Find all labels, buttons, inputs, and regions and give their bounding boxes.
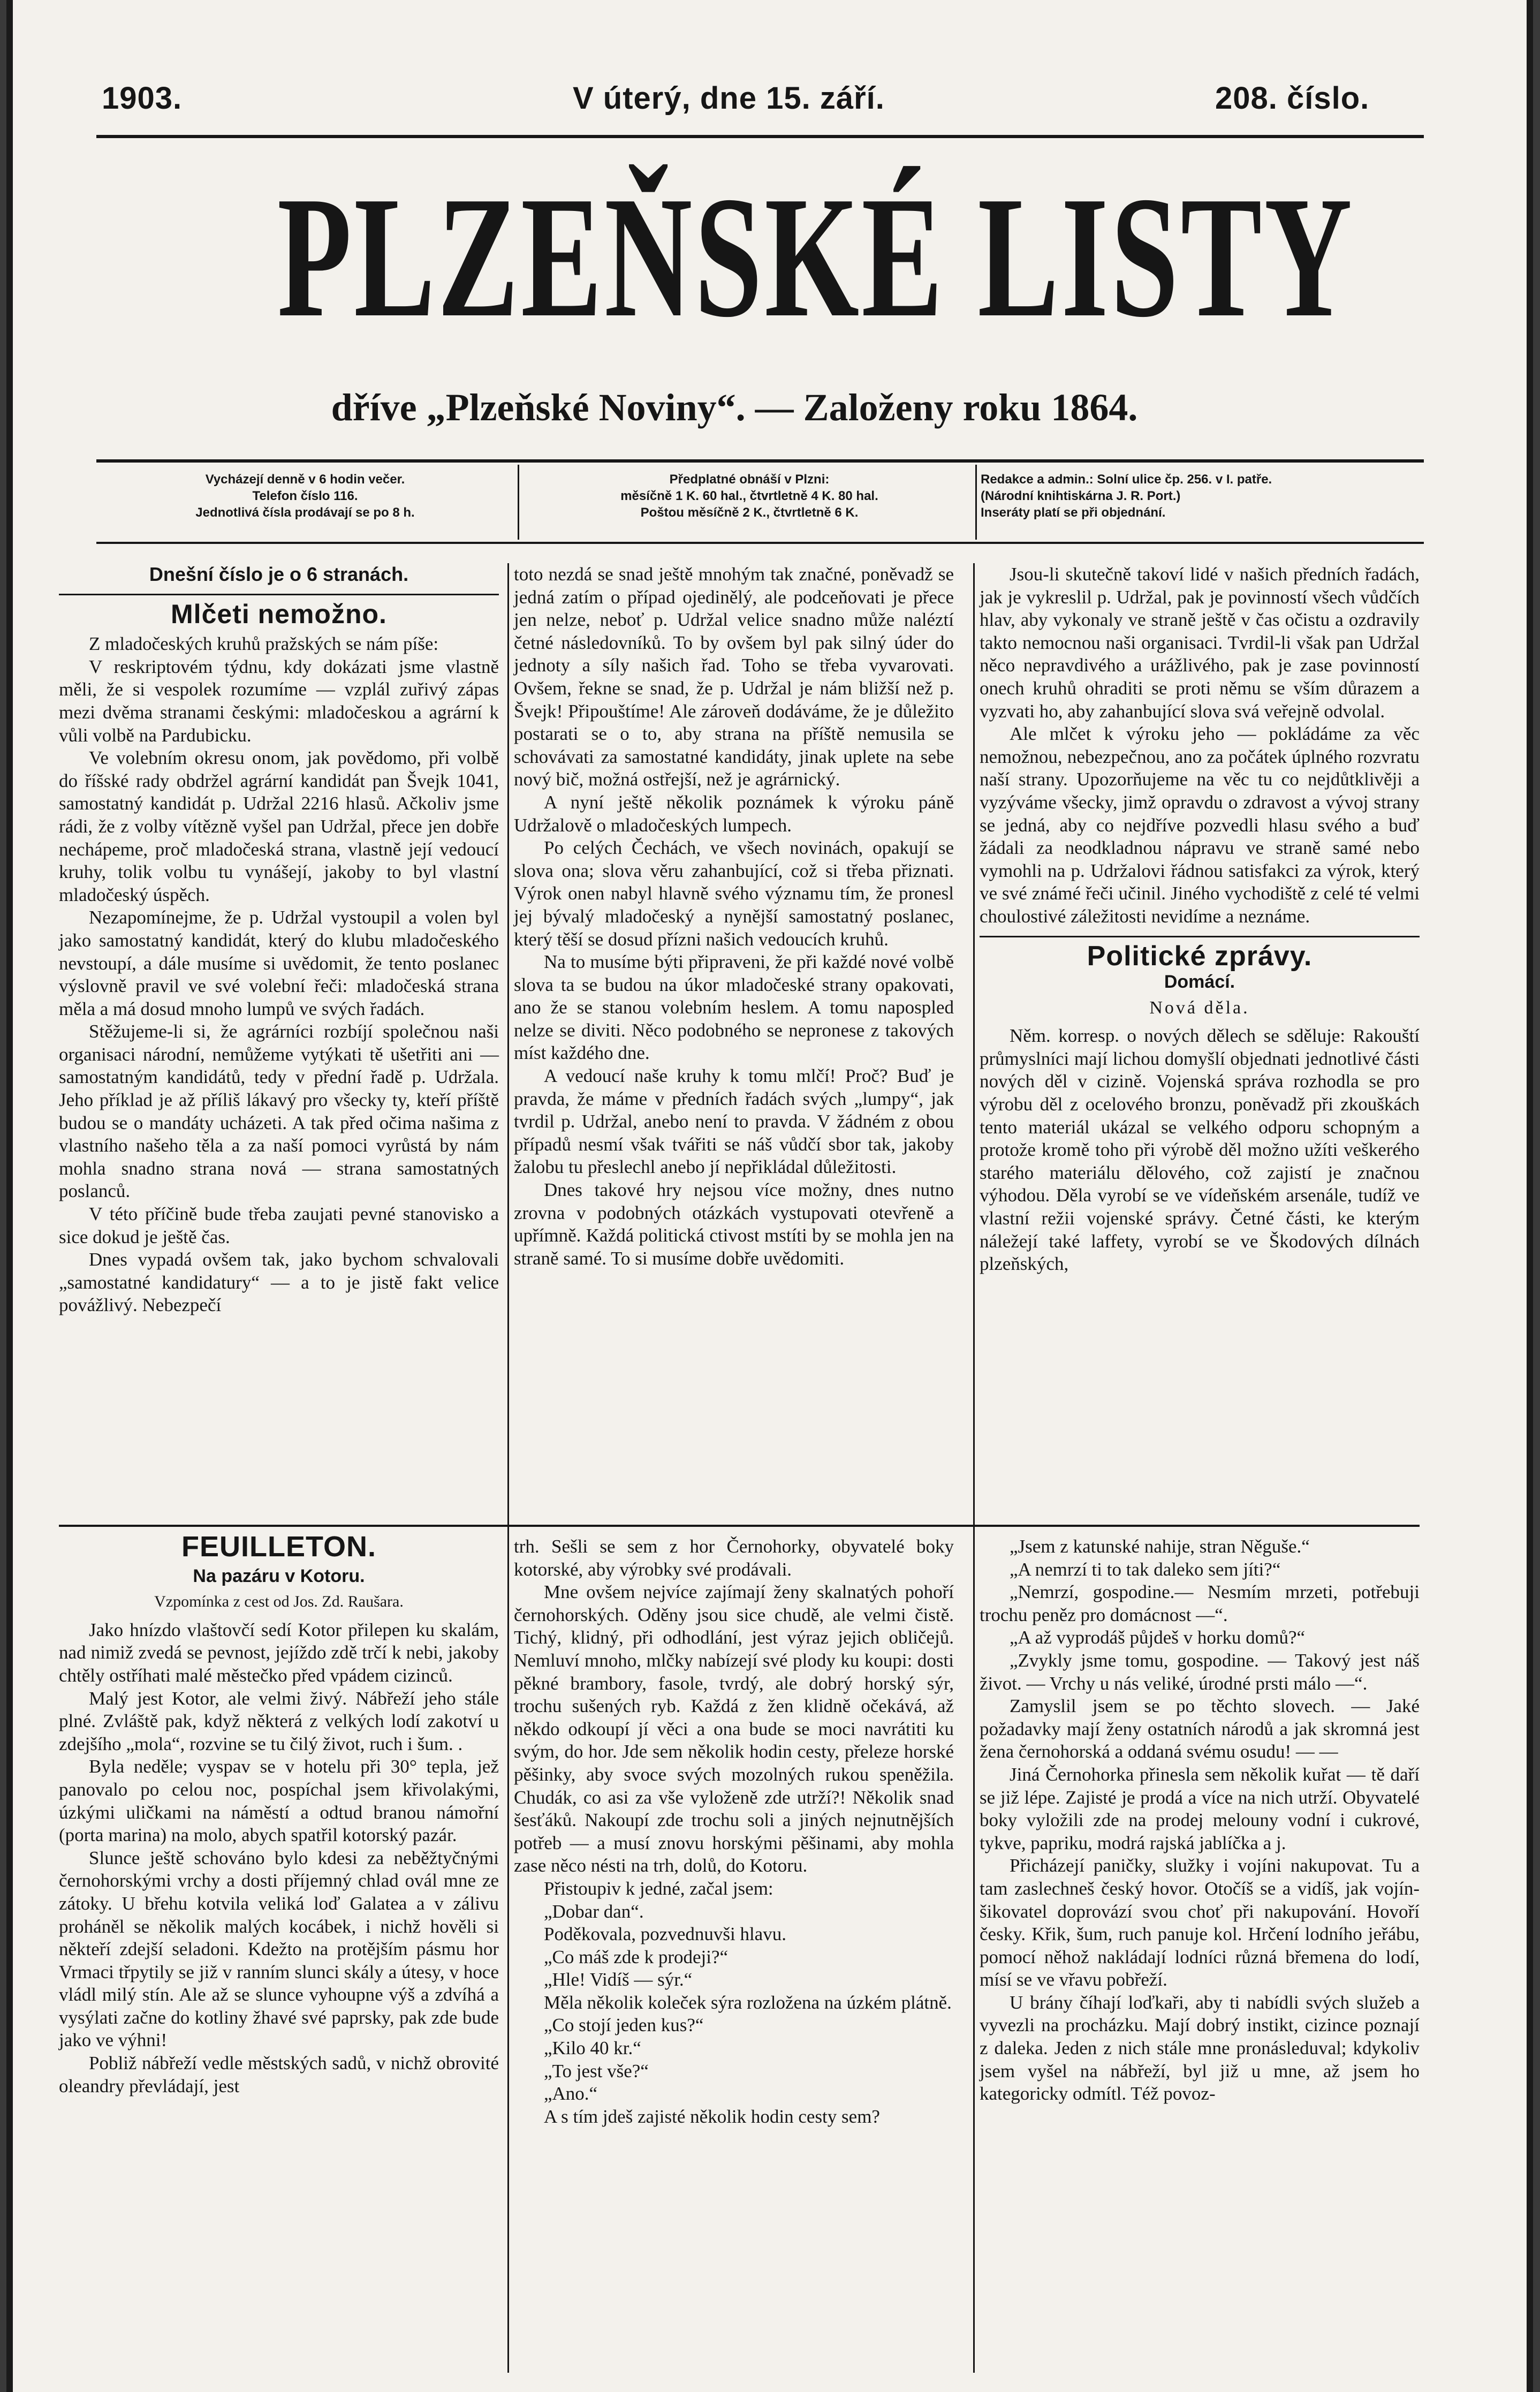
paragraph: Poděkovala, pozvednuvši hlavu.	[544, 1924, 786, 1945]
header-date: V úterý, dne 15. září.	[573, 81, 885, 116]
section-title: Politické zprávy.	[1087, 940, 1313, 972]
paragraph: A vedoucí naše kruhy k tomu mlčí! Proč? Buď je pravda, že máme v předních řadách svých „lumpy“, jak tvrdil p. Udržal, anebo není to pravda. V žádném z obou případů nesmí však tvářiti se náš vůdčí sbor tak, jakoby žalobu tu přeslechl anebo jí nepřikládal důležitosti.	[514, 1065, 954, 1178]
info-line: Vycházejí denně v 6 hodin večer.	[205, 472, 405, 487]
info-line: měsíčně 1 K. 60 hal., čtvrtletně 4 K. 80 hal.	[620, 489, 878, 503]
header-year: 1903.	[102, 81, 183, 116]
paragraph: V reskriptovém týdnu, kdy dokázati jsme vlastně měli, že si vespolek rozumíme — vzplál zuřivý zápas mezi dvěma stranami českými: mladočeskou a agrární k vůli volbě na Pardubicku.	[59, 656, 499, 746]
column-1	[59, 563, 499, 1317]
feuilleton-column-1	[59, 1531, 499, 2098]
paragraph: Na to musíme býti připraveni, že při každé nové volbě slova ta se budou na úkor mladočeské strany opakovati, ano že se stanou volebním heslem. A tomu napospled nelze se diviti. Něco podobného se nepronese z takových míst každého dne.	[514, 951, 954, 1064]
info-line: Předplatné obnáší v Plzni:	[669, 472, 830, 487]
column-divider	[507, 563, 509, 2373]
info-divider	[518, 465, 519, 540]
paragraph: „Ano.“	[544, 2083, 598, 2105]
paragraph: Byla neděle; vyspav se v hotelu při 30° tepla, jež panovalo po celou noc, pospíchal jsem křivolakými, úzkými uličkami na náměstí a odtud branou námořní (porta marina) na molo, abych spatřil kotorský pazár.	[59, 1756, 499, 1846]
article-title: Mlčeti nemožno.	[171, 599, 387, 629]
scan-border-left	[6, 0, 13, 2392]
paragraph: Z mladočeských kruhů pražských se nám píše:	[89, 633, 439, 655]
paragraph: Přistoupiv k jedné, začal jsem:	[544, 1878, 773, 1899]
paragraph: Zamyslil jsem se po těchto slovech. — Jaké požadavky mají ženy ostatních národů a jak skromná jest žena černohorská a oddaná svému osudu! — —	[980, 1695, 1420, 1762]
paragraph: „Dobar dan“.	[544, 1901, 644, 1922]
separator	[59, 594, 499, 595]
paragraph: trh. Sešli se sem z hor Černohorky, obyvatelé boky kotorské, aby výrobky své prodávali.	[514, 1536, 954, 1580]
paragraph: U brány číhají loďkaři, aby ti nabídli svých služeb a vyvezli na procházku. Mají dobrý instikt, cizince poznají z daleka. Jeden z nich stále mne pronásleduval; kdykoliv jsem vyšel na nábřeží, byl již u mne, až jsem ho kategoricky odmítl. Též povoz-	[980, 1992, 1420, 2105]
paragraph: „Nemrzí, gospodine.— Nesmím mrzeti, potřebuji trochu peněz pro domácnost —“.	[980, 1581, 1420, 1625]
info-line: (Národní knihtiskárna J. R. Port.)	[981, 489, 1181, 503]
paragraph: Dnes vypadá ovšem tak, jako bychom schvalovali „samostatné kandidatury“ — a to je jistě fakt velice povážlivý. Nebezpečí	[59, 1249, 499, 1316]
paragraph: A nyní ještě několik poznámek k výroku páně Udržalově o mladočeských lumpech.	[514, 791, 954, 836]
masthead-title: PLZEŇSKÉ LISTY	[277, 161, 1355, 353]
paragraph: Nezapomínejme, že p. Udržal vystoupil a volen byl jako samostatný kandidát, který do klubu mladočeského nevstoupí, a dále musíme si uvědomit, že tento poslanec výslovně pravil ve své volební řeči: mladočeská strana měla a má dosud mnoho lumpů ve svých řadách.	[59, 907, 499, 1019]
paragraph: Slunce ještě schováno bylo kdesi za neběžtyčnými černohorskými vrchy a dosti příjemný chlad ovál mne ze zátoky. U břehu kotvila veliká loď Galatea a v zálivu proháněl se několik malých kocábek, i nichž hověli si někteří zdejší seladoni. Kdežto na protějším pásmu hor Vrmaci třpytily se již v ranním slunci skály a útesy, v hoce vládl milý stín. Ale až se slunce vyhoupne výš a zdvíhá a vysýlati začne do kotliny žhavé své paprsky, pak zde bude jako ve výhni!	[59, 1847, 499, 2051]
paragraph: „Hle! Vidíš — sýr.“	[544, 1969, 693, 1990]
paragraph: Přicházejí paničky, služky i vojíni nakupovat. Tu a tam zaslechneš český hovor. Otočíš se a vidíš, jak vojín-šikovatel doprovází svou choť při nakupování. Hovoří česky. Křik, šum, ruch panuje kol. Hrčení lodního jeřábu, pomocí něhož nakládají lodníci různá břemena do lodí, mísí se ve vřavu pobřeží.	[980, 1855, 1420, 1990]
info-center	[525, 471, 974, 541]
paragraph: Ale mlčet k výroku jeho — pokládáme za věc nemožnou, nebezpečnou, ano za počátek úplného rozvratu naší strany. Upozorňujeme na věc tu co nejdůtklivěji a vyzýváme všecky, jimž opravdu o zdravost a vývoj strany se jedná, aby co nejdříve pozvedli hlasu svého a buď žádali za neodkladnou nápravu ve straně samé nebo vymohli na p. Udržalovi řádnou satisfakci za výrok, který ve své známé řeči učinil. Jiného vychodiště z celé té velmi choulostivé záležitosti nevidíme a neznáme.	[980, 723, 1420, 927]
header-rule	[96, 135, 1424, 138]
article-title: Nová děla.	[1149, 997, 1250, 1018]
paragraph: Mne ovšem nejvíce zajímají ženy skalnatých pohoří černohorských. Oděny jsou sice chudě, ale velmi čistě. Tichý, klidný, při odhodlání, jest výraz jejich obličejů. Nemluví mnoho, mlčky nabízejí své plody ku koupi: dosti pěkné brambory, fasole, tvrdý, ale dobrý horský sýr, trochu sušených ryb. Každá z žen klidně očekává, až někdo odkoupí jí věci a ona bude se moci navrátiti ku svým, do hor. Jde sem několik hodin cesty, přeleze horské pěšinky, aby svoce svých mozolných rukou speněžila. Chudák, co asi za vše vyloženě zde utrží?! Několik snad šesťáků. Nakoupí zde trochu soli a jiných nejnutnějších potřeb — a musí znovu horskými pěšinami, aby mohla zase něco nésti na trh, dolů, do Kotoru.	[514, 1581, 954, 1876]
paragraph: Jako hnízdo vlaštovčí sedí Kotor přilepen ku skalám, nad nimiž zvedá se pevnost, jejíždo zdě trčí k nebi, jakoby chtěly ostříhati malé městečko před vpádem cizinců.	[59, 1619, 499, 1686]
info-divider	[975, 465, 977, 540]
paragraph: Něm. korresp. o nových dělech se sděluje: Rakouští průmyslníci mají lichou domyšlí objednati jednotlivé části nových děl v cizině. Vojenská správa rozhodla se pro výrobu děl z ocelového bronzu, poněvadž při zkouškách tento materiál ukázal se velkého odporu schopným a protože kromě toho při výrobě děl možno užíti veškerého starého materiálu dělového, což zajistí je značnou výhodou. Děla vyrobí se ve vídeňském arsenále, tudíž ve vlastní režii vojenské správy. Četné části, ke kterým náležejí také laffety, vyrobí se ve Škodových dílnách plzeňských,	[980, 1025, 1420, 1275]
section-subtitle: Domácí.	[1164, 972, 1235, 993]
info-line: Inseráty platí se při objednání.	[981, 505, 1166, 520]
masthead-wrap	[81, 161, 1387, 364]
info-line: Telefon číslo 116.	[252, 489, 358, 503]
paragraph: „Kilo 40 kr.“	[544, 2038, 641, 2059]
info-line: Poštou měsíčně 2 K., čtvrtletně 6 K.	[640, 505, 859, 520]
paragraph: toto nezdá se snad ještě mnohým tak značné, poněvadž se jedná zatím o případ ojedinělý, ale podceňovati je přece jen nelze, neboť p. Udržal velice snadno může naléztí četné následovníků. To by ovšem byl pak silný úder do jednoty a síly našich řad. Toho se třeba vyvarovati. Ovšem, řekne se snad, že p. Udržal je nám bližší než p. Švejk! Připouštíme! Ale zároveň dodáváme, že je důležito postarati se o to, aby strana na příště nemusila se schovávati za samostatné kandidáty, jinak uplete na sebe nový bič, možná ostřejší, než je agrárnický.	[514, 564, 954, 790]
paragraph: „A nemrzí ti to tak daleko sem jíti?“	[1010, 1558, 1281, 1580]
paragraph: „To jest vše?“	[544, 2060, 649, 2081]
newspaper-page	[6, 0, 1533, 2392]
scan-border-right	[1527, 0, 1533, 2392]
info-rule-bottom	[96, 542, 1424, 544]
paragraph: Jsou-li skutečně takoví lidé v našich předních řadách, jak je vykreslil p. Udržal, pak je povinností všech vůdčích hlav, aby vykonaly ve straně ještě v čas očistu a ozdravily takto nemocnou naši organisaci. Tvrdil-li však pan Udržal něco nepravdivého a urážlivého, pak je zase povinností onech kruhů ohraditi se proti němu se vším důrazem a vyzvati ho, aby zahanbující slova svá veřejně odvolal.	[980, 564, 1420, 722]
paragraph: „A až vyprodáš půjdeš v horku domů?“	[1010, 1627, 1306, 1648]
info-left	[96, 471, 514, 541]
paragraph: Po celých Čechách, ve všech novinách, opakují se slova ona; slova věru zahanbující, což si třeba přiznati. Výrok onen nabyl hlavně svého významu tím, že pronesl jej bývalý mladočeský a nynější samostatný poslanec, který těší se dosud přízni našich vedoucích kruhů.	[514, 837, 954, 950]
info-line: Jednotlivá čísla prodávají se po 8 h.	[195, 505, 415, 520]
paragraph: Dnes takové hry nejsou více možny, dnes nutno zrovna v podobných otázkách vystupovati otevřeně a upřímně. Každá politická ctivost mstíti by se mohla jen na straně samé. To si musíme dobře uvědomiti.	[514, 1179, 954, 1269]
paragraph: V této příčině bude třeba zaujati pevné stanovisko a sice dokud je ještě čas.	[59, 1203, 499, 1247]
notice: Dnešní číslo je o 6 stranách.	[149, 563, 409, 585]
column-2	[514, 563, 954, 1270]
masthead-subtitle: dříve „Plzeňské Noviny“. — Založeny roku 1864.	[331, 386, 1138, 429]
story-title: Na pazáru v Kotoru.	[193, 1565, 365, 1586]
paragraph: Stěžujeme-li si, že agrárníci rozbíjí společnou naši organisaci národní, nemůžeme vytýkati tě ušetřiti ani — samostatným kandidátů, tedy v přední řadě p. Udržala. Jeho příklad je až příliš lákavý pro všecky ty, kteří příště budou se o mandáty ucházeti. A tak před očima našima z vlastního našeho těla a za naší pomoci vyrůstá by nám mohla snadno strana nová — strana samostatných poslanců.	[59, 1021, 499, 1202]
paragraph: Ve volebním okresu onom, jak povědomo, při volbě do říšské rady obdržel agrární kandidát pan Švejk 1041, samostatný kandidát p. Udržal 2216 hlasů. Ačkoliv jsme rádi, že z volby vítězně vyšel pan Udržal, přece jen dobře nechápeme, proč mladočeská strana, vlastně její vedoucí kruhy, tolik volbu tu vynášejí, jakoby to byl vlastní mladočeský úspěch.	[59, 747, 499, 905]
paragraph: Malý jest Kotor, ale velmi živý. Nábřeží jeho stále plné. Zvláště pak, když některá z velkých lodí zakotví u zdejšího „mola“, rozvine se tu čilý život, ruch i šum. .	[59, 1687, 499, 1754]
info-rule-top	[96, 459, 1424, 463]
column-divider	[973, 563, 975, 2373]
info-right	[981, 471, 1420, 541]
feuilleton-column-3	[980, 1535, 1420, 2106]
feuilleton-column-2	[514, 1535, 954, 2128]
paragraph: „Zvykly jsme tomu, gospodine. — Takový jest náš život. — Vrchy u nás veliké, úrodné prsti málo —“.	[980, 1649, 1420, 1694]
paragraph: Pobliž nábřeží vedle městských sadů, v nichž obrovité oleandry převládají, jest	[59, 2053, 499, 2096]
header-issue: 208. číslo.	[1215, 81, 1370, 116]
column-3	[980, 563, 1420, 1276]
story-subtitle: Vzpomínka z cest od Jos. Zd. Raušara.	[154, 1593, 404, 1611]
paragraph: „Co máš zde k prodeji?“	[544, 1946, 729, 1967]
info-line: Redakce a admin.: Solní ulice čp. 256. v I. patře.	[981, 472, 1272, 487]
paragraph: A s tím jdeš zajisté několik hodin cesty sem?	[544, 2106, 880, 2127]
paragraph: „Jsem z katunské nahije, stran Něguše.“	[1010, 1536, 1310, 1557]
paragraph: Jiná Černohorka přinesla sem několik kuřat — tě daří se již lépe. Zajisté je prodá a více na nich utrží. Obyvatelé boky vyložili zde na prodej melouny vodní i cukrové, tykve, papriku, modrá rajská jablíčka a j.	[980, 1763, 1420, 1853]
feuilleton-title: FEUILLETON.	[181, 1531, 376, 1563]
paragraph: Měla několik koleček sýra rozložena na úzkém plátně.	[544, 1992, 952, 2013]
separator	[980, 936, 1420, 937]
feuilleton-rule	[59, 1525, 1420, 1527]
paragraph: „Co stojí jeden kus?“	[544, 2015, 704, 2036]
